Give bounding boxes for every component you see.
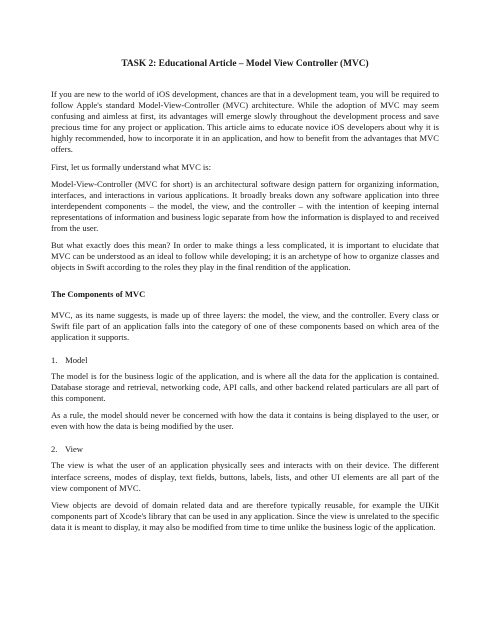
model-number: 1. bbox=[51, 354, 58, 365]
lead-in-paragraph: First, let us formally understand what MVC is: bbox=[51, 161, 212, 172]
view-paragraph-1: The view is what the user of an application physically sees and interacts with on their device. The different interface screens, modes of display, text fields, buttons, labels, lists, and other UI elements are all part of the view component of MVC. bbox=[51, 460, 439, 493]
view-label: View bbox=[64, 444, 83, 455]
model-label: Model bbox=[65, 354, 88, 365]
components-intro-paragraph: MVC, as its name suggests, is made up of three layers: the model, the view, and the controller. Every class or Swift file part of an application falls into the category of one of these components based on which area of the application it supports. bbox=[51, 309, 439, 342]
view-paragraph-2: View objects are devoid of domain related data and are therefore typically reusable, for example the UIKit components part of Xcode's library that can be used in any application. Since the view is unrelated to the specific data it is meant to display, it may also be modified from time to time unlike the business logic of the application. bbox=[51, 499, 439, 532]
components-heading: The Components of MVC bbox=[51, 289, 146, 300]
model-paragraph-1: The model is for the business logic of the application, and is where all the data for the application is contained. Database storage and retrieval, networking code, API calls, and other backend related particulars are all part of this component. bbox=[51, 370, 439, 404]
intro-paragraph: If you are new to the world of iOS development, chances are that in a development team, you will be required to follow Apple's standard Model-View-Controller (MVC) architecture. While the adoption of MVC may seem confusing and aimless at first, its advantages will emerge slowly throughout the development process and save precious time for any project or application. This article aims to educate novice iOS developers about why it is highly recommended, how to incorporate it in an application, and how to benefit from the advantages that MVC offers. bbox=[51, 89, 439, 155]
model-subheading bbox=[51, 355, 439, 366]
model-paragraph-2: As a rule, the model should never be concerned with how the data it contains is being displayed to the user, or even with how the data is being modified by the user. bbox=[51, 410, 439, 432]
view-number: 2. bbox=[51, 444, 58, 455]
definition-paragraph: Model-View-Controller (MVC for short) is an architectural software design pattern for organizing information, interfaces, and interactions in various applications. It broadly breaks down any software application into three interdependent components – the model, the view, and the controller – with the intention of keeping internal representations of information and business logic separate from how the information is displayed to and received from the user. bbox=[51, 178, 439, 234]
view-subheading bbox=[51, 444, 439, 455]
document-title: TASK 2: Educational Article – Model View Controller (MVC) bbox=[121, 59, 369, 69]
meaning-paragraph: But what exactly does this mean? In order to make things a less complicated, it is important to elucidate that MVC can be understood as an ideal to follow while developing; it is an archetype of how to organize classes and objects in Swift according to the roles they play in the final rendition of the application. bbox=[51, 240, 439, 273]
